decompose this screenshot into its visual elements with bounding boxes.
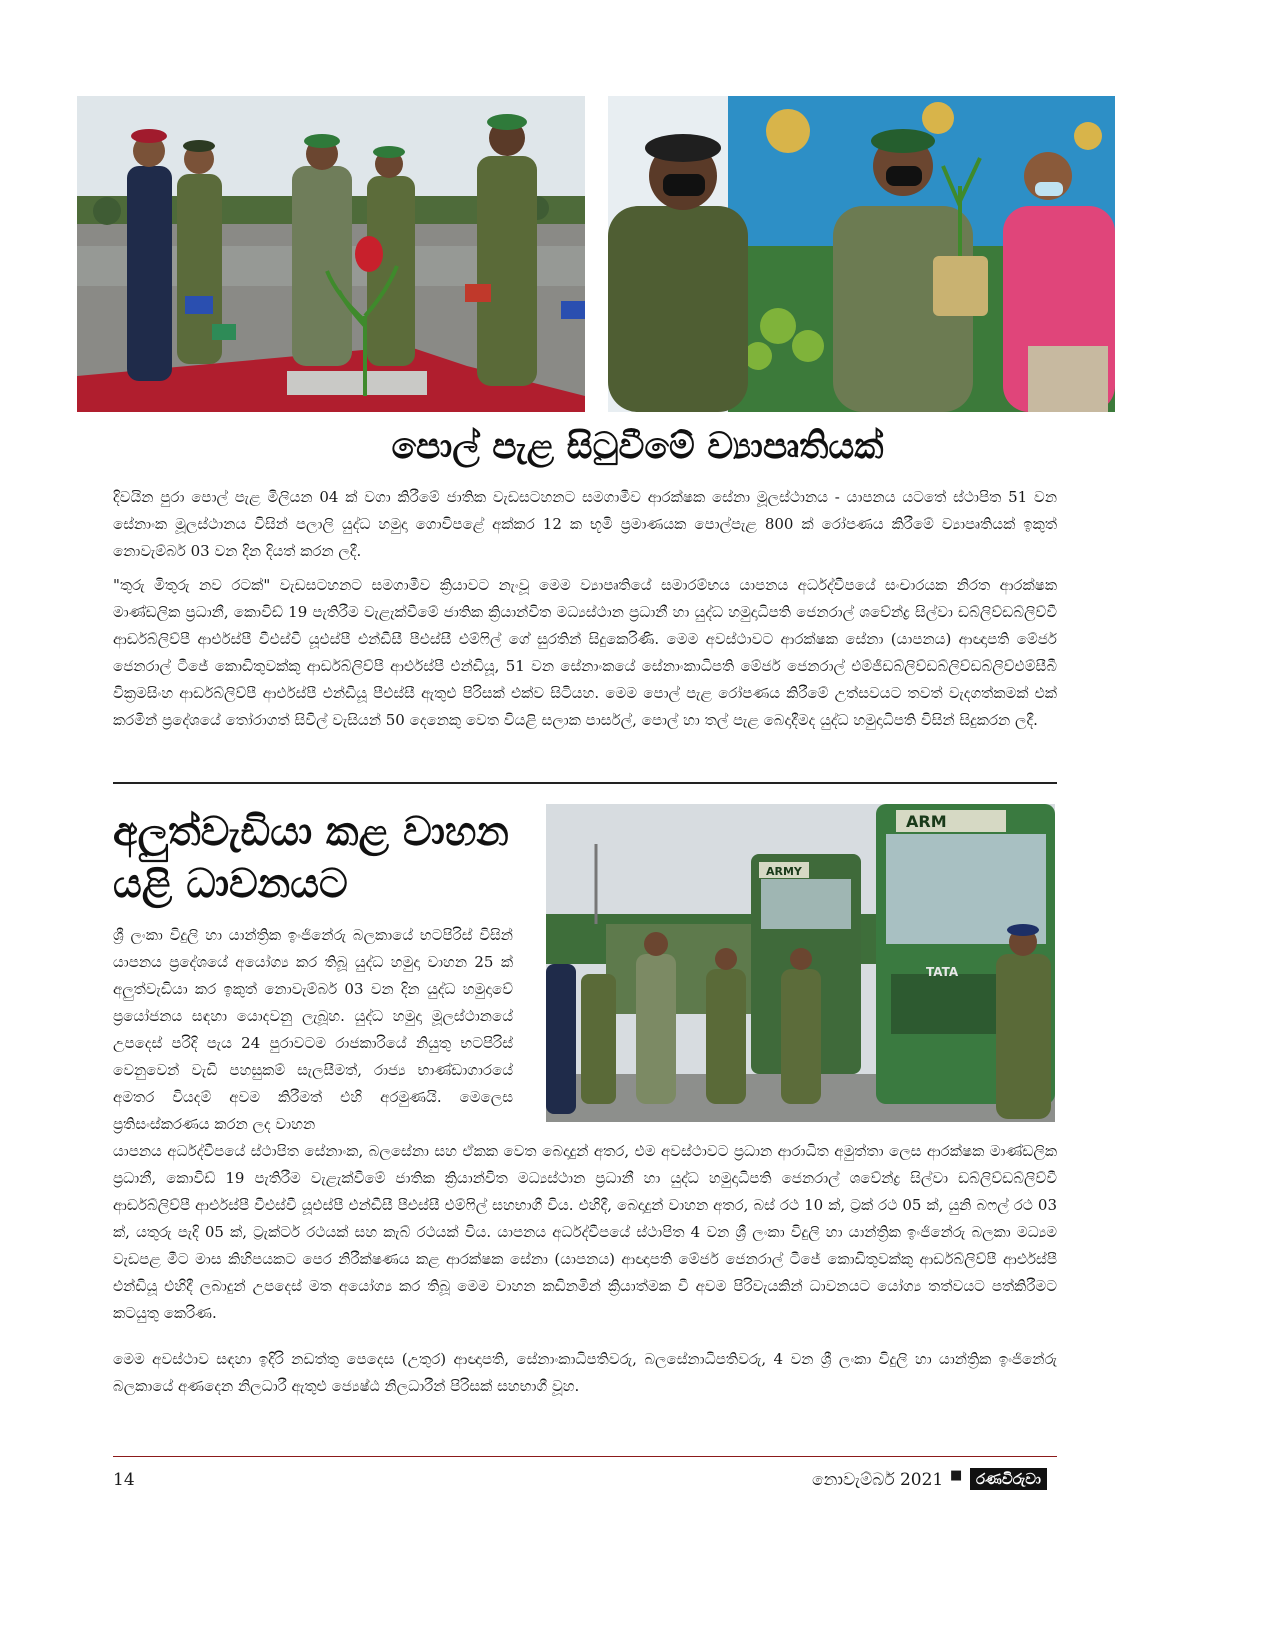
article-1-title: පොල් පැළ සිටුවීමේ ව්‍යාපෘතියක් [391,426,884,467]
photo-coconut-planting [77,96,585,412]
article-2-intro: ශ්‍රී ලංකා විදුලි හා යාන්ත්‍රික ඉංජිනේරු බලකායේ භටපිරිස් විසින් යාපනය ප්‍රදේශයේ අයෝග්‍ය කර තිබූ යුද්ධ හමුදා වාහන 25 ක් අලුත්වැඩියා කර ඉකුත් නොවැම්බර් 03 වන දින යුද්ධ හමුදාවේ ප්‍රයෝජනය සඳහා යොදවනු ලැබූහ. යුද්ධ හමුදා මූලස්ථානයේ උපදෙස් පරිදි පැය 24 පුරාවටම රාජකාරියේ නියුතු භටපිරිස් වෙනුවෙන් වැඩි පහසුකම් සැලසීමත්, රාජ්‍ය භාණ්ඩාගාරයේ අමතර වියදම් අවම කිරීමත් එහි අරමුණයි. මෙලෙස ප්‍රතිසංස්කරණය කරන ලද වාහන [113,926,513,1133]
footer-separator: ■ [950,1468,963,1483]
article-1-paragraph-1: දිවයින පුරා පොල් පැළ මිලියන 04 ක් වගා කිරීමේ ජාතික වැඩසටහනට සමගාමීව ආරක්ෂක සේනා මූලස්ථානය - යාපනය යටතේ ස්ථාපිත 51 වන සේනාංක මූලස්ථානය විසින් පලාලි යුද්ධ හමුදා ගොවිපළේ අක්කර 12 ක භූමි ප්‍රමාණයක පොල්පැළ 800 ක් රෝපණය කිරීමේ ව්‍යාපෘතියක් ඉකුත් නොවැම්බර් 03 වන දින දියත් කරන ලදී. [113,488,1057,560]
bus-sign-front: ARMY [766,865,802,878]
article-2-closing: මෙම අවස්ථාව සඳහා ඉදිරි නඩත්තු පෙදෙස (උතුර) ආඥාපති, සේනාංකාධිපතිවරු, බලසේනාධිපතිවරු, 4 වන ශ්‍රී ලංකා විදුලි හා යාන්ත්‍රික ඉංජිනේරු බලකායේ අණදෙන නිලධාරී ඇතුළු ජ්‍යෙෂ්ඨ නිලධාරීන් පිරිසක් සහභාගී වූහ. [113,1350,1057,1395]
article-2-title-line-2: යළි ධාවනයට [113,861,348,907]
article-1-paragraph-2: "තුරු මිතුරු නව රටක්" වැඩසටහනට සමගාමීව ක්‍රියාවට නැංවූ මෙම ව්‍යාපෘතියේ සමාරම්භය යාපනය අර්ධද්වීපයේ සංචාරයක නිරත ආරක්ෂක මාණ්ඩලික ප්‍රධානී, කොවිඩ් 19 පැතිරීම වැළැක්වීමේ ජාතික ක්‍රියාන්විත මධ්‍යස්ථාන ප්‍රධානී හා යුද්ධ හමුදාධිපති ජෙනරාල් ශවේන්ද්‍ර සිල්වා ඩබ්ලිව්ඩබ්ලිව්වී ආර්ඩබ්ලිව්පී ආර්එස්පී වීඑස්වී යූඑස්පී එන්ඩීසී පීඑස්සී එම්ෆිල් ගේ සුරතින් සිදුකෙරිණි. මෙම අවස්ථාවට ආරක්ෂක සේනා (යාපනය) ආඥාපති මේජර් ජෙනරාල් ටීජේ කොඩිතුවක්කු ආර්ඩබ්ලිව්පී ආර්එස්පී එන්ඩියූ, 51 වන සේනාංකයේ සේනාංකාධිපති මේජර් ජෙනරාල් එම්ජීඩබ්ලිව්ඩබ්ලිව්ඩබ්ලිව්එම්සීබී වික්‍රමසිංහ ආර්ඩබ්ලිව්පී ආර්එස්පී එන්ඩියූ පීඑස්සී ඇතුළු පිරිසක් එක්ව සිටියහ. මෙම පොල් පැළ රෝපණය කිරීමේ උත්සවයට තවත් වැදගත්කමක් එක් කරමින් ප්‍රදේශයේ තෝරාගත් සිවිල් වැසියන් 50 දෙනෙකු වෙත වියළි සලාක පාර්සල්, පොල් හා තල් පැළ බෙදාදීමද යුද්ධ හමුදාධිපති විසින් සිදුකරන ලදී. [113,576,1057,729]
magazine-logo: රණවිරුවා [970,1468,1047,1490]
issue-date: නොවැම්බර් 2021 [812,1470,944,1490]
photo-army-buses [546,804,1055,1122]
bus-sign-top: ARM [906,812,947,831]
article-2-continuation: යාපනය අර්ධද්වීපයේ ස්ථාපිත සේනාංක, බලසේනා සහ ඒකක වෙත බෙදාදුන් අතර, එම අවස්ථාවට ප්‍රධාන ආරාධිත අමුත්තා ලෙස ආරක්ෂක මාණ්ඩලික ප්‍රධානී, කොවිඩ් 19 පැතිරීම වැළැක්වීමේ ජාතික ක්‍රියාන්විත මධ්‍යස්ථාන ප්‍රධානී හා යුද්ධ හමුදාධිපති ජෙනරාල් ශවේන්ද්‍ර සිල්වා ඩබ්ලිව්ඩබ්ලිව්වී ආර්ඩබ්ලිව්පී ආර්එස්පී වීඑස්වී යූඑස්පී එන්ඩීසී පීඑස්සී එම්ෆිල් සහභාගී විය. එහිදී, බෙදාදුන් වාහන අතර, බස් රථ 10 ක්, ට්‍රක් රථ 05 ක්, යුනි බෆල් රථ 03 ක්, යතුරු පැදි 05 ක්, ට්‍රැක්ටර් රථයක් සහ කැබ් රථයක් විය. යාපනය අර්ධද්වීපයේ ස්ථාපිත 4 වන ශ්‍රී ලංකා විදුලි හා යාන්ත්‍රික ඉංජිනේරු බලකා මධ්‍යම වැඩපළ මීට මාස කිහිපයකට පෙර නිරීක්ෂණය කළ ආරක්ෂක සේනා (යාපනය) ආඥාපති මේජර් ජෙනරාල් ටීජේ කොඩිතුවක්කු ආර්ඩබ්ලිව්පී ආර්එස්පී එන්ඩියූ එහිදී ලබාදුන් උපදෙස් මත අයෝග්‍ය කර තිබූ මෙම වාහන කඩිනමින් ක්‍රියාත්මක වී අවම පිරිවැයකින් ධාවනයට යෝග්‍ය තත්වයට පත්කිරීමට කටයුතු කෙරිණ. [113,1142,1057,1322]
article-2-title-line-1: අලුත්වැඩියා කළ වාහන [113,809,509,855]
page-number: 14 [113,1470,135,1490]
footer-rule [113,1456,1057,1457]
photo-plant-handover [608,96,1115,412]
bus-grille-brand: TATA [926,965,959,979]
section-divider [113,782,1057,784]
